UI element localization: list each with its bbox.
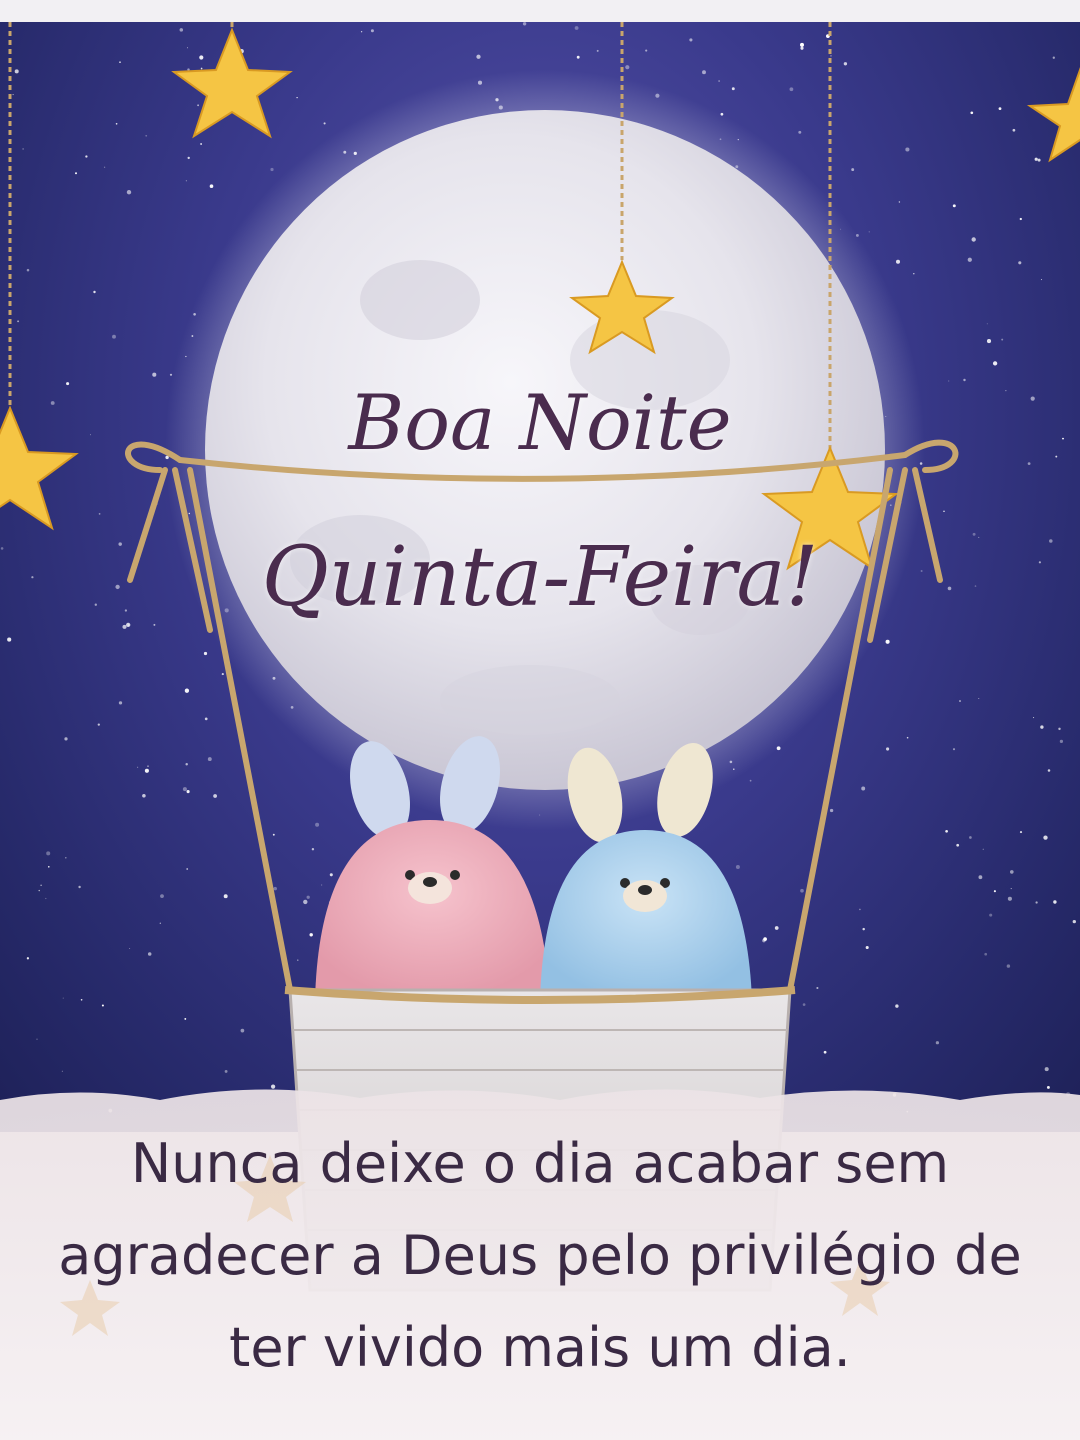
star-icon [174, 30, 290, 136]
message-line-2: agradecer a Deus pelo privilégio de [58, 1224, 1022, 1287]
message-line-3: ter vivido mais um dia. [229, 1316, 851, 1379]
message-text [30, 1118, 1050, 1394]
greeting-line-1: Boa Noite [348, 378, 732, 467]
message-line-1: Nunca deixe o dia acabar sem [130, 1132, 950, 1195]
star-icon [1030, 70, 1080, 160]
greeting-line-2: Quinta-Feira! [261, 530, 819, 625]
